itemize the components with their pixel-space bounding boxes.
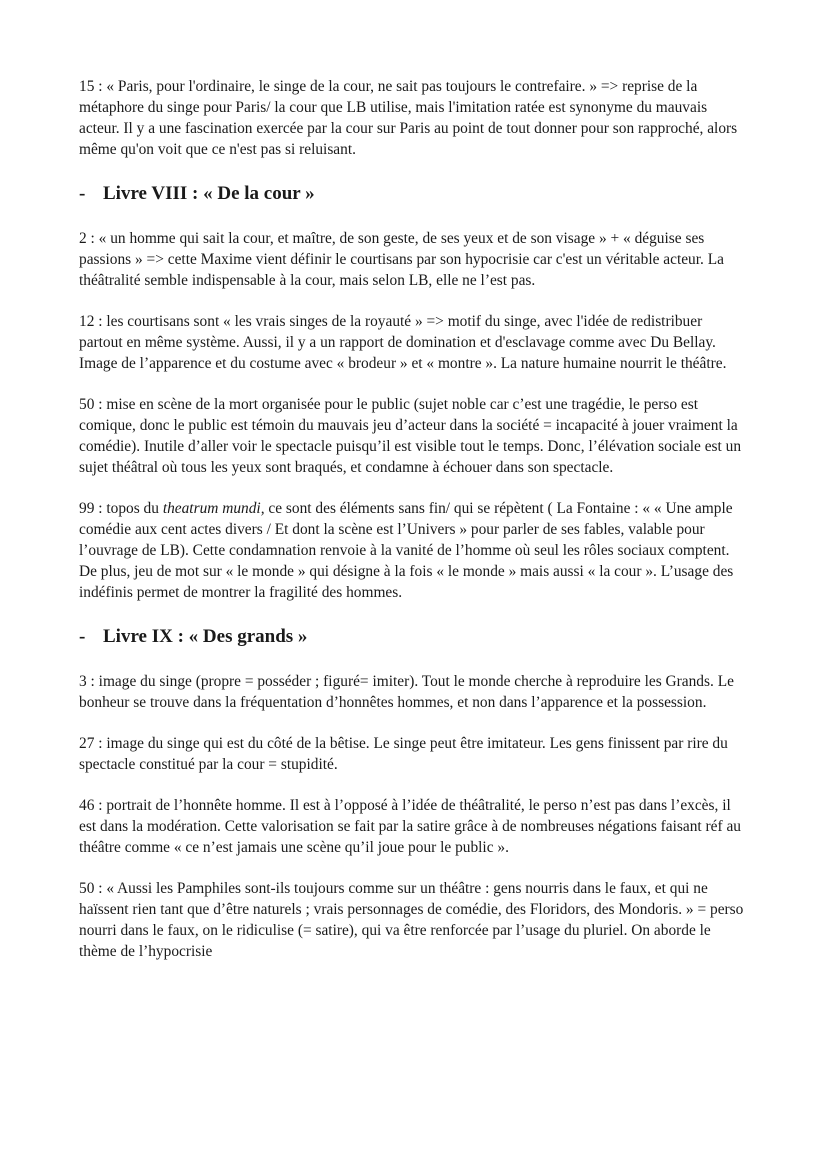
paragraph-99-italic: theatrum mundi, (162, 500, 265, 517)
paragraph-46: 46 : portrait de l’honnête homme. Il est à l’opposé à l’idée de théâtralité, le perso n’est pas dans l’excès, il est dans la modération. Cette valorisation se fait par la satire grâce à de nombreuses négations faisant réf au théâtre comme « ce n’est jamais une scène qu’il joue pour le public ». (79, 797, 741, 856)
paragraph-99 (79, 498, 749, 603)
paragraph-15: 15 : « Paris, pour l'ordinaire, le singe de la cour, ne sait pas toujours le contrefaire. » => reprise de la métaphore du singe pour Paris/ la cour que LB utilise, mais l'imitation ratée est synonyme du mauvais acteur. Il y a une fascination exercée par la cour sur Paris au point de tout donner pour son rapproché, alors même qu'on voit que ce n'est pas si reluisant. (79, 78, 738, 158)
heading-dash: - (79, 183, 86, 204)
paragraph-99-after: ce sont des éléments sans fin/ qui se répètent ( La Fontaine : « « Une ample comédie aux cent actes divers / Et dont la scène est l’Univers » pour parler de ses fables, valable pour l’ouvrage de LB). Cette condamnation renvoie à la vanité de l’homme où seul les rôles sociaux comptent. De plus, jeu de mot sur « le monde » qui désigne à la fois « le monde » mais aussi « la cour ». L’usage des indéfinis permet de montrer la fragilité des hommes. (79, 500, 734, 601)
section-heading-livre-viii (79, 182, 749, 206)
heading-dash: - (79, 626, 86, 647)
document-page (79, 76, 749, 982)
section-heading-livre-ix (79, 625, 749, 649)
paragraph-99-before: 99 : topos du (79, 500, 163, 517)
paragraph-50-pamphiles: 50 : « Aussi les Pamphiles sont-ils toujours comme sur un théâtre : gens nourris dans le faux, et qui ne haïssent rien tant que d’être naturels ; vrais personnages de comédie, des Floridors, des Mondoris. » = perso nourri dans le faux, on le ridiculise (= satire), qui va être renforcée par l’usage du pluriel. On aborde le thème de l’hypocrisie (79, 880, 744, 960)
heading-title: Livre VIII : « De la cour » (103, 183, 315, 204)
heading-title: Livre IX : « Des grands » (103, 626, 308, 647)
paragraph-50: 50 : mise en scène de la mort organisée pour le public (sujet noble car c’est une tragédie, le perso est comique, donc le public est témoin du mauvais jeu d’acteur dans la société = incapacité à jouer vraiment la comédie). Inutile d’aller voir le spectacle puisqu’il est visible tout le temps. Donc, l’élévation sociale est un sujet théâtral où tous les yeux sont braqués, et condamne à échouer dans son spectacle. (79, 396, 742, 476)
paragraph-3: 3 : image du singe (propre = posséder ; figuré= imiter). Tout le monde cherche à reproduire les Grands. Le bonheur se trouve dans la fréquentation d’honnêtes hommes, et non dans l’apparence et la possession. (79, 673, 734, 711)
paragraph-12: 12 : les courtisans sont « les vrais singes de la royauté » => motif du singe, avec l'idée de redistribuer partout en même système. Aussi, il y a un rapport de domination et d'esclavage comme avec Du Bellay. Image de l’apparence et du costume avec « brodeur » et « montre ». La nature humaine nourrit le théâtre. (79, 313, 727, 372)
paragraph-2: 2 : « un homme qui sait la cour, et maître, de son geste, de ses yeux et de son visage » + « déguise ses passions » => cette Maxime vient définir le courtisans par son hypocrisie car c'est un véritable acteur. La théâtralité semble indispensable à la cour, mais selon LB, elle ne l’est pas. (79, 230, 724, 289)
paragraph-27: 27 : image du singe qui est du côté de la bêtise. Le singe peut être imitateur. Les gens finissent par rire du spectacle constitué par la cour = stupidité. (79, 735, 728, 773)
